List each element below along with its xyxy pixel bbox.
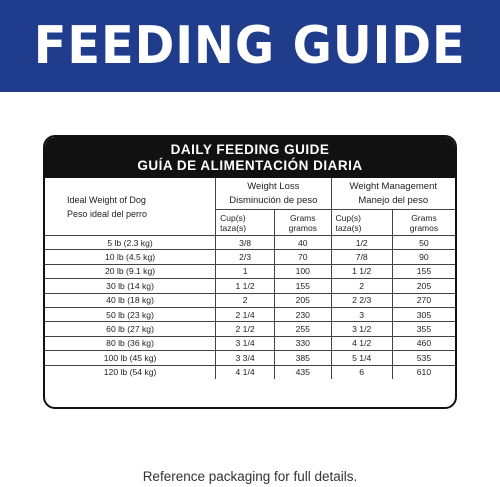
card-title-es: GUÍA DE ALIMENTACIÓN DIARIA [137, 157, 363, 173]
table-row: 40 lb (18 kg) 2 205 2 2/3 270 [45, 293, 455, 307]
weight-management-header: Weight Management Manejo del peso [331, 178, 455, 210]
table-row: 120 lb (54 kg) 4 1/4 435 6 610 [45, 365, 455, 379]
weight-column-header: Ideal Weight of Dog Peso ideal del perro [45, 178, 216, 236]
feeding-guide-card [43, 135, 457, 409]
page-title: FEEDING GUIDE [34, 16, 466, 76]
header-banner [0, 0, 500, 92]
weight-loss-header: Weight Loss Disminución de peso [216, 178, 331, 210]
table-row: 80 lb (36 kg) 3 1/4 330 4 1/2 460 [45, 336, 455, 350]
feeding-table [45, 178, 455, 379]
mgmt-grams-header: Grams gramos [392, 210, 455, 236]
table-row: 10 lb (4.5 kg) 2/3 70 7/8 90 [45, 250, 455, 264]
reference-note: Reference packaging for full details. [142, 469, 358, 484]
card-header [45, 137, 455, 178]
table-row: 100 lb (45 kg) 3 3/4 385 5 1/4 535 [45, 351, 455, 365]
table-row: 60 lb (27 kg) 2 1/2 255 3 1/2 355 [45, 322, 455, 336]
loss-grams-header: Grams gramos [275, 210, 331, 236]
table-row: 20 lb (9.1 kg) 1 100 1 1/2 155 [45, 264, 455, 278]
table-row: 30 lb (14 kg) 1 1/2 155 2 205 [45, 279, 455, 293]
table-row: 50 lb (23 kg) 2 1/4 230 3 305 [45, 307, 455, 321]
mgmt-cups-header: Cup(s) taza(s) [331, 210, 392, 236]
loss-cups-header: Cup(s) taza(s) [216, 210, 275, 236]
table-row: 5 lb (2.3 kg) 3/8 40 1/2 50 [45, 236, 455, 250]
card-title-en: DAILY FEEDING GUIDE [170, 141, 330, 157]
